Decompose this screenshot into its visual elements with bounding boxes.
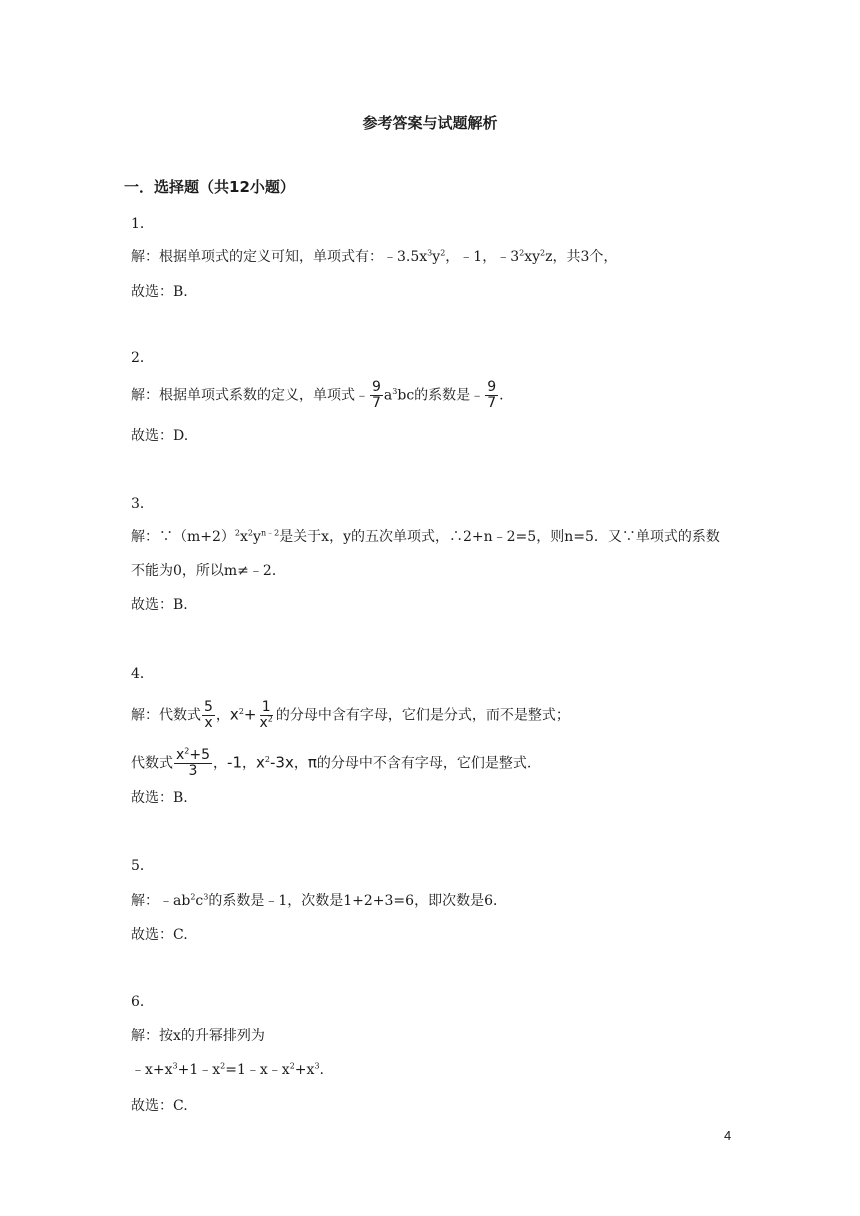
q6-solution-line1: 解：按x的升幂排列为 [131, 1028, 265, 1044]
q2-answer: 故选：D. [131, 428, 189, 444]
q3-answer: 故选：B. [131, 597, 188, 613]
q1-answer: 故选：B. [131, 284, 188, 300]
q2-number: 2． [131, 350, 154, 366]
fraction: $\frac{1}{x^2}$ [259, 699, 273, 731]
q3-solution-line1: 解：$\because(m+2)^2x^2y^{n﹣2}$是关于x，y的五次单项式，∴2+n﹣2=5，则n=5．又∵单项式的系数 [131, 528, 720, 545]
q2-solution: 解：根据单项式系数的定义，单项式﹣ $\frac{9}{7}$ $a^3bc$的系数是﹣ $\frac{9}{7}$ . [131, 379, 504, 411]
page-number: 4 [724, 1128, 732, 1143]
q5-answer: 故选：C. [131, 927, 188, 943]
q6-answer: 故选：C. [131, 1098, 188, 1114]
q4-answer: 故选：B. [131, 790, 188, 806]
fraction: $\frac{x^2+5}{3}$ [176, 746, 211, 779]
page-title: 参考答案与试题解析 [362, 114, 498, 132]
q6-solution-line2: $﹣x+x^3+1﹣x^2=1﹣x﹣x^2+x^3$. [131, 1061, 324, 1078]
q1-solution: 解：根据单项式的定义可知，单项式有：$﹣3.5x^3y^2$，﹣1，$﹣3^2xy^2z$，共3个， [131, 248, 618, 265]
q5-solution: 解：$﹣ab^2c^3$的系数是﹣1，次数是1+2+3=6，即次数是6． [131, 892, 507, 909]
fraction: $\frac{5}{x}$ [204, 699, 213, 731]
fraction: $\frac{9}{7}$ [372, 379, 381, 411]
q3-solution-line2: 不能为0，所以m≠﹣2． [131, 563, 286, 579]
q4-number: 4． [131, 666, 154, 682]
q5-number: 5． [131, 858, 154, 874]
section-heading: 一．选择题（共12小题） [124, 178, 295, 196]
q3-number: 3． [131, 496, 154, 512]
q4-solution-line1: 解：代数式 $\frac{5}{x}$ ，$x^2+$ $\frac{1}{x^2}$ 的分母中含有字母，它们是分式，而不是整式； [131, 699, 570, 731]
fraction: $\frac{9}{7}$ [487, 379, 497, 411]
q4-solution-line2: 代数式 $\frac{x^2+5}{3}$ ，-1，$x^2-3x$，π的分母中不含有字母，它们是整式. [131, 746, 532, 779]
q6-number: 6． [131, 994, 154, 1010]
q1-number: 1． [131, 216, 154, 232]
